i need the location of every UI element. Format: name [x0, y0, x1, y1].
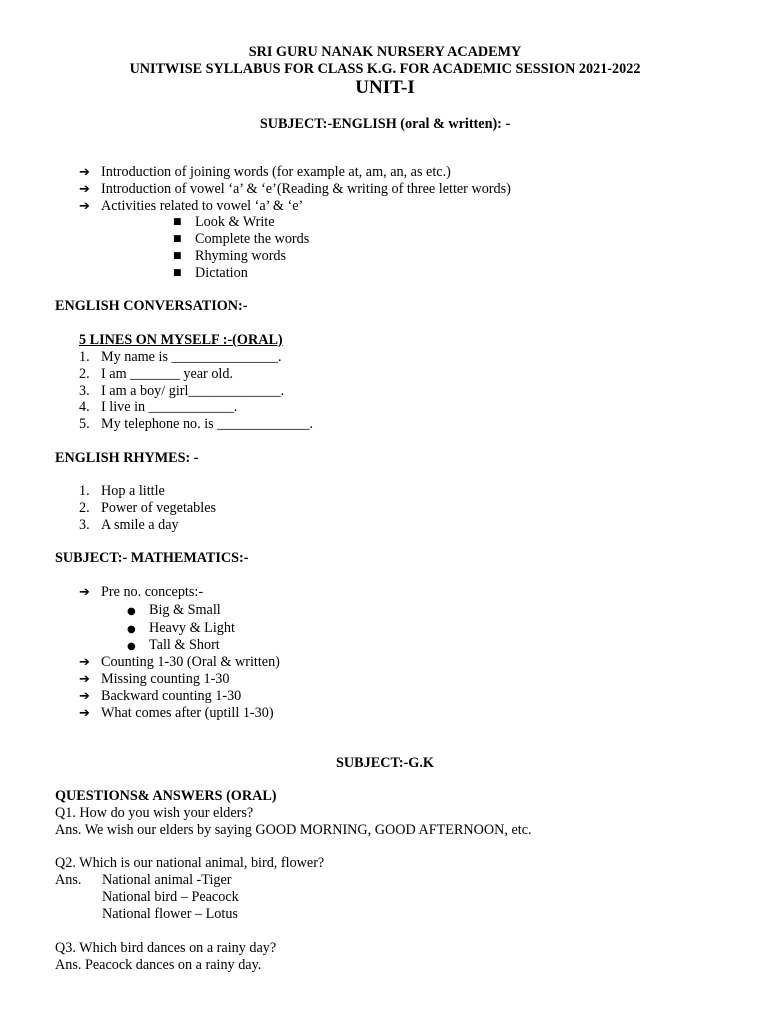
- english-heading: SUBJECT:-ENGLISH (oral & written): -: [259, 116, 511, 132]
- list-item: 1. My name is _______________.: [79, 349, 282, 365]
- list-item: ➔ Backward counting 1-30: [79, 688, 242, 704]
- list-item: ➔ Pre no. concepts:-: [79, 584, 204, 600]
- list-item: 3. A smile a day: [79, 517, 179, 533]
- syllabus-title: UNITWISE SYLLABUS FOR CLASS K.G. FOR ACADEMIC SESSION 2021-2022: [129, 61, 641, 77]
- list-item: 2. Power of vegetables: [79, 500, 217, 516]
- list-item: 1. Hop a little: [79, 483, 165, 499]
- list-item: ➔ What comes after (uptill 1-30): [79, 705, 274, 721]
- list-item: 2. I am _______ year old.: [79, 366, 233, 382]
- list-item: ■ Rhyming words: [173, 248, 287, 264]
- list-item: 4. I live in ____________.: [79, 399, 238, 415]
- list-item: ● Tall & Short: [127, 637, 220, 653]
- question-1: Q1. How do you wish your elders?: [55, 805, 254, 821]
- list-item: ■ Complete the words: [173, 231, 310, 247]
- arrow-icon: ➔: [79, 585, 90, 600]
- answer-2-line: National flower – Lotus: [102, 906, 238, 922]
- arrow-icon: ➔: [79, 182, 90, 197]
- arrow-icon: ➔: [79, 165, 90, 180]
- square-bullet-icon: ■: [173, 268, 182, 278]
- answer-2-line: National animal -Tiger: [102, 872, 232, 888]
- question-3: Q3. Which bird dances on a rainy day?: [55, 940, 277, 956]
- list-item: 3. I am a boy/ girl_____________.: [79, 383, 285, 399]
- question-2: Q2. Which is our national animal, bird, flower?: [55, 855, 325, 871]
- arrow-icon: ➔: [79, 689, 90, 704]
- conversation-heading: ENGLISH CONVERSATION:-: [55, 298, 248, 314]
- answer-2-label: Ans.: [55, 872, 82, 888]
- list-item: ● Big & Small: [127, 602, 221, 618]
- answer-2-line: National bird – Peacock: [102, 889, 239, 905]
- square-bullet-icon: ■: [173, 217, 182, 227]
- myself-subheading: 5 LINES ON MYSELF :-(ORAL): [79, 332, 283, 348]
- list-item: ➔ Introduction of vowel ‘a’ & ‘e’(Reading & writing of three letter words): [79, 181, 511, 197]
- answer-1: Ans. We wish our elders by saying GOOD MORNING, GOOD AFTERNOON, etc.: [55, 822, 532, 838]
- gk-heading: SUBJECT:-G.K: [336, 755, 434, 771]
- list-item: ● Heavy & Light: [127, 620, 235, 636]
- arrow-icon: ➔: [79, 199, 90, 214]
- answer-3: Ans. Peacock dances on a rainy day.: [55, 957, 262, 973]
- bullet-icon: ●: [127, 624, 136, 635]
- qa-heading: QUESTIONS& ANSWERS (ORAL): [55, 788, 277, 804]
- square-bullet-icon: ■: [173, 251, 182, 261]
- square-bullet-icon: ■: [173, 234, 182, 244]
- list-item: 5. My telephone no. is _____________.: [79, 416, 314, 432]
- list-item: ■ Look & Write: [173, 214, 275, 230]
- list-item: ➔ Missing counting 1-30: [79, 671, 230, 687]
- arrow-icon: ➔: [79, 672, 90, 687]
- arrow-icon: ➔: [79, 706, 90, 721]
- rhymes-heading: ENGLISH RHYMES: -: [55, 450, 199, 466]
- list-item: ➔ Activities related to vowel ‘a’ & ‘e’: [79, 198, 304, 214]
- maths-heading: SUBJECT:- MATHEMATICS:-: [55, 550, 249, 566]
- arrow-icon: ➔: [79, 655, 90, 670]
- list-item: ➔ Counting 1-30 (Oral & written): [79, 654, 280, 670]
- list-item: ➔ Introduction of joining words (for example at, am, an, as etc.): [79, 164, 451, 180]
- bullet-icon: ●: [127, 606, 136, 617]
- school-name: SRI GURU NANAK NURSERY ACADEMY: [248, 44, 522, 60]
- unit-title: UNIT-I: [355, 77, 415, 98]
- bullet-icon: ●: [127, 641, 136, 652]
- list-item: ■ Dictation: [173, 265, 248, 281]
